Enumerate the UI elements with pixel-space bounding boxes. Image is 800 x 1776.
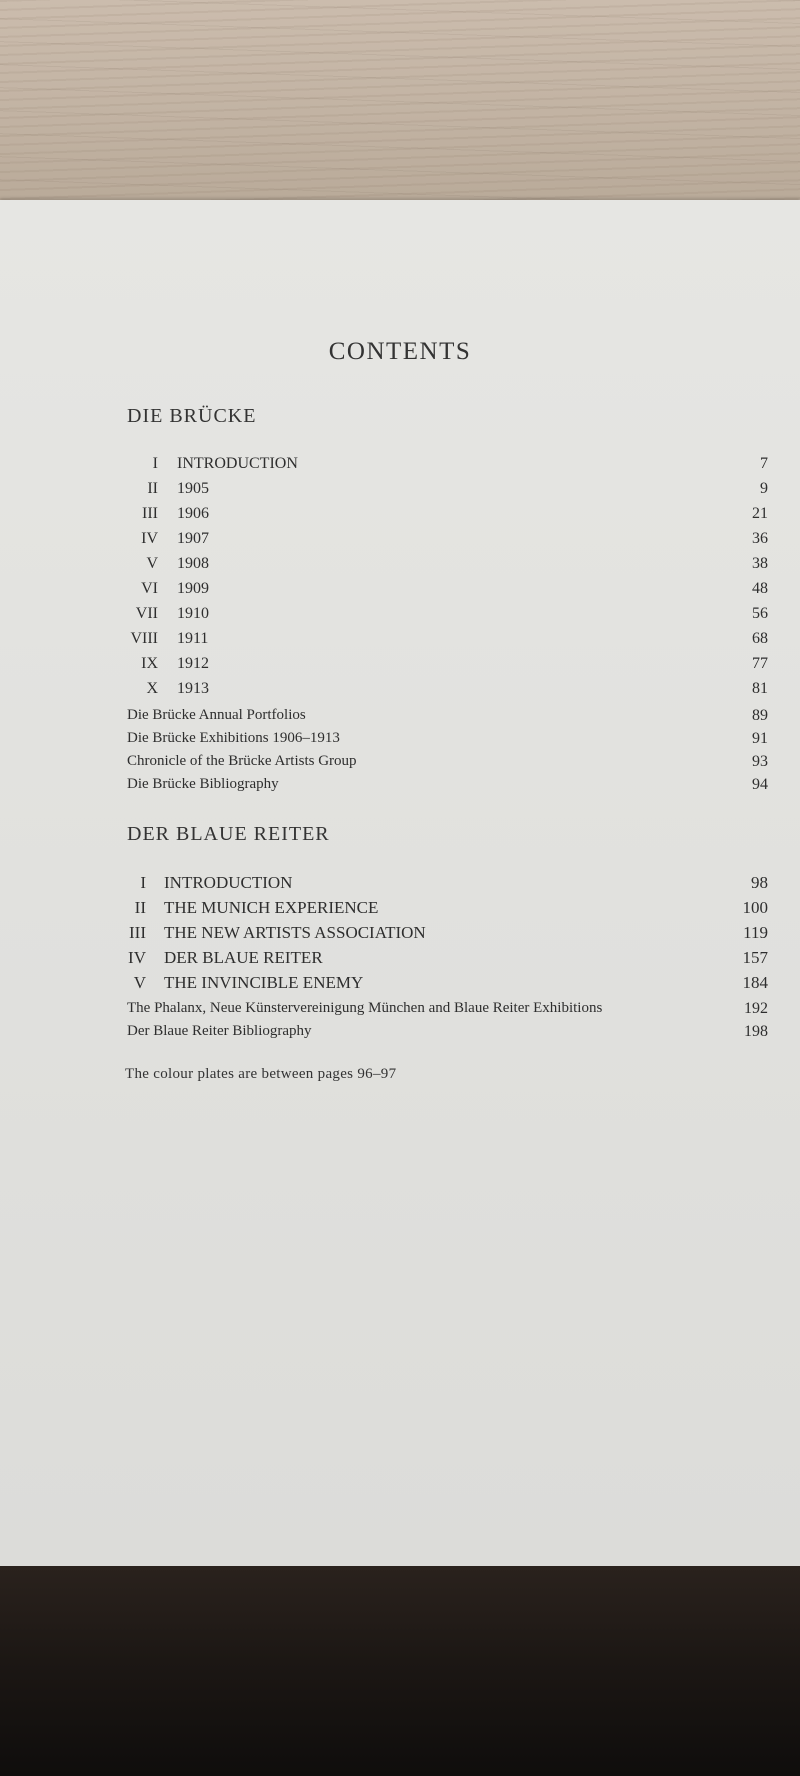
toc-row: [0, 707, 800, 731]
page-number: 21: [752, 505, 768, 522]
entry-title: Die Brücke Bibliography: [127, 776, 279, 792]
toc-row: [0, 505, 800, 529]
chapter-numeral: VII: [135, 605, 158, 622]
page-number: 68: [752, 630, 768, 647]
chapter-title: 1908: [177, 555, 209, 572]
chapter-title: 1907: [177, 530, 209, 547]
toc-row: [0, 948, 800, 972]
toc-row: [0, 898, 800, 922]
toc-row: [0, 630, 800, 654]
page-number: 184: [742, 973, 768, 992]
toc-row: [0, 680, 800, 704]
toc-row: [0, 580, 800, 604]
toc-row: [0, 776, 800, 800]
page-number: 38: [752, 555, 768, 572]
toc-row: [0, 530, 800, 554]
page-number: 7: [760, 455, 768, 472]
toc-row: [0, 1000, 800, 1024]
toc-row: [0, 923, 800, 947]
chapter-title: 1911: [177, 630, 209, 647]
chapter-title: INTRODUCTION: [164, 873, 293, 892]
page-number: 56: [752, 605, 768, 622]
page-number: 81: [752, 680, 768, 697]
toc-row: [0, 555, 800, 579]
chapter-numeral: V: [133, 973, 146, 992]
chapter-numeral: II: [134, 898, 146, 917]
toc-row: [0, 1023, 800, 1047]
entry-title: Der Blaue Reiter Bibliography: [127, 1023, 312, 1039]
page-number: 48: [752, 580, 768, 597]
page-number: 89: [752, 707, 768, 724]
chapter-title: 1906: [177, 505, 209, 522]
page-number: 94: [752, 776, 768, 793]
chapter-title: THE NEW ARTISTS ASSOCIATION: [164, 923, 426, 942]
toc-row: [0, 605, 800, 629]
chapter-numeral: VIII: [130, 630, 158, 647]
page-number: 192: [744, 1000, 768, 1017]
book-page: [0, 200, 800, 1566]
page-number: 93: [752, 753, 768, 770]
entry-title: The Phalanx, Neue Künstervereinigung München and Blaue Reiter Exhibitions: [127, 1000, 603, 1016]
toc-row: [0, 455, 800, 479]
chapter-title: 1905: [177, 480, 209, 497]
colour-plates-note: The colour plates are between pages 96–97: [125, 1066, 397, 1082]
chapter-numeral: IX: [141, 655, 158, 672]
entry-title: Die Brücke Exhibitions 1906–1913: [127, 730, 340, 746]
chapter-numeral: VI: [141, 580, 158, 597]
toc-row: [0, 655, 800, 679]
chapter-numeral: V: [146, 555, 158, 572]
page-number: 9: [760, 480, 768, 497]
page-number: 198: [744, 1023, 768, 1040]
chapter-title: 1909: [177, 580, 209, 597]
chapter-title: INTRODUCTION: [177, 455, 298, 472]
chapter-title: THE INVINCIBLE ENEMY: [164, 973, 364, 992]
chapter-numeral: IV: [141, 530, 158, 547]
chapter-title: DER BLAUE REITER: [164, 948, 323, 967]
page-number: 100: [742, 898, 768, 917]
page-number: 91: [752, 730, 768, 747]
chapter-numeral: III: [129, 923, 146, 942]
section-heading-die-brucke: DIE BRÜCKE: [127, 405, 257, 427]
chapter-numeral: III: [142, 505, 158, 522]
wooden-table-background: [0, 0, 800, 205]
toc-row: [0, 480, 800, 504]
section-heading-der-blaue-reiter: DER BLAUE REITER: [127, 823, 330, 845]
page-number: 119: [743, 923, 768, 942]
entry-title: Chronicle of the Brücke Artists Group: [127, 753, 357, 769]
page-number: 36: [752, 530, 768, 547]
chapter-numeral: II: [147, 480, 158, 497]
page-number: 77: [752, 655, 768, 672]
contents-title: CONTENTS: [328, 338, 472, 365]
toc-row: [0, 973, 800, 997]
page-number: 157: [742, 948, 768, 967]
dark-background: [0, 1566, 800, 1776]
toc-row: [0, 873, 800, 897]
page-number: 98: [751, 873, 768, 892]
chapter-title: 1910: [177, 605, 209, 622]
chapter-numeral: I: [140, 873, 146, 892]
toc-row: [0, 753, 800, 777]
chapter-title: 1912: [177, 655, 209, 672]
toc-row: [0, 730, 800, 754]
chapter-title: 1913: [177, 680, 209, 697]
entry-title: Die Brücke Annual Portfolios: [127, 707, 306, 723]
chapter-numeral: X: [146, 680, 158, 697]
chapter-numeral: I: [152, 455, 158, 472]
chapter-numeral: IV: [128, 948, 146, 967]
chapter-title: THE MUNICH EXPERIENCE: [164, 898, 379, 917]
